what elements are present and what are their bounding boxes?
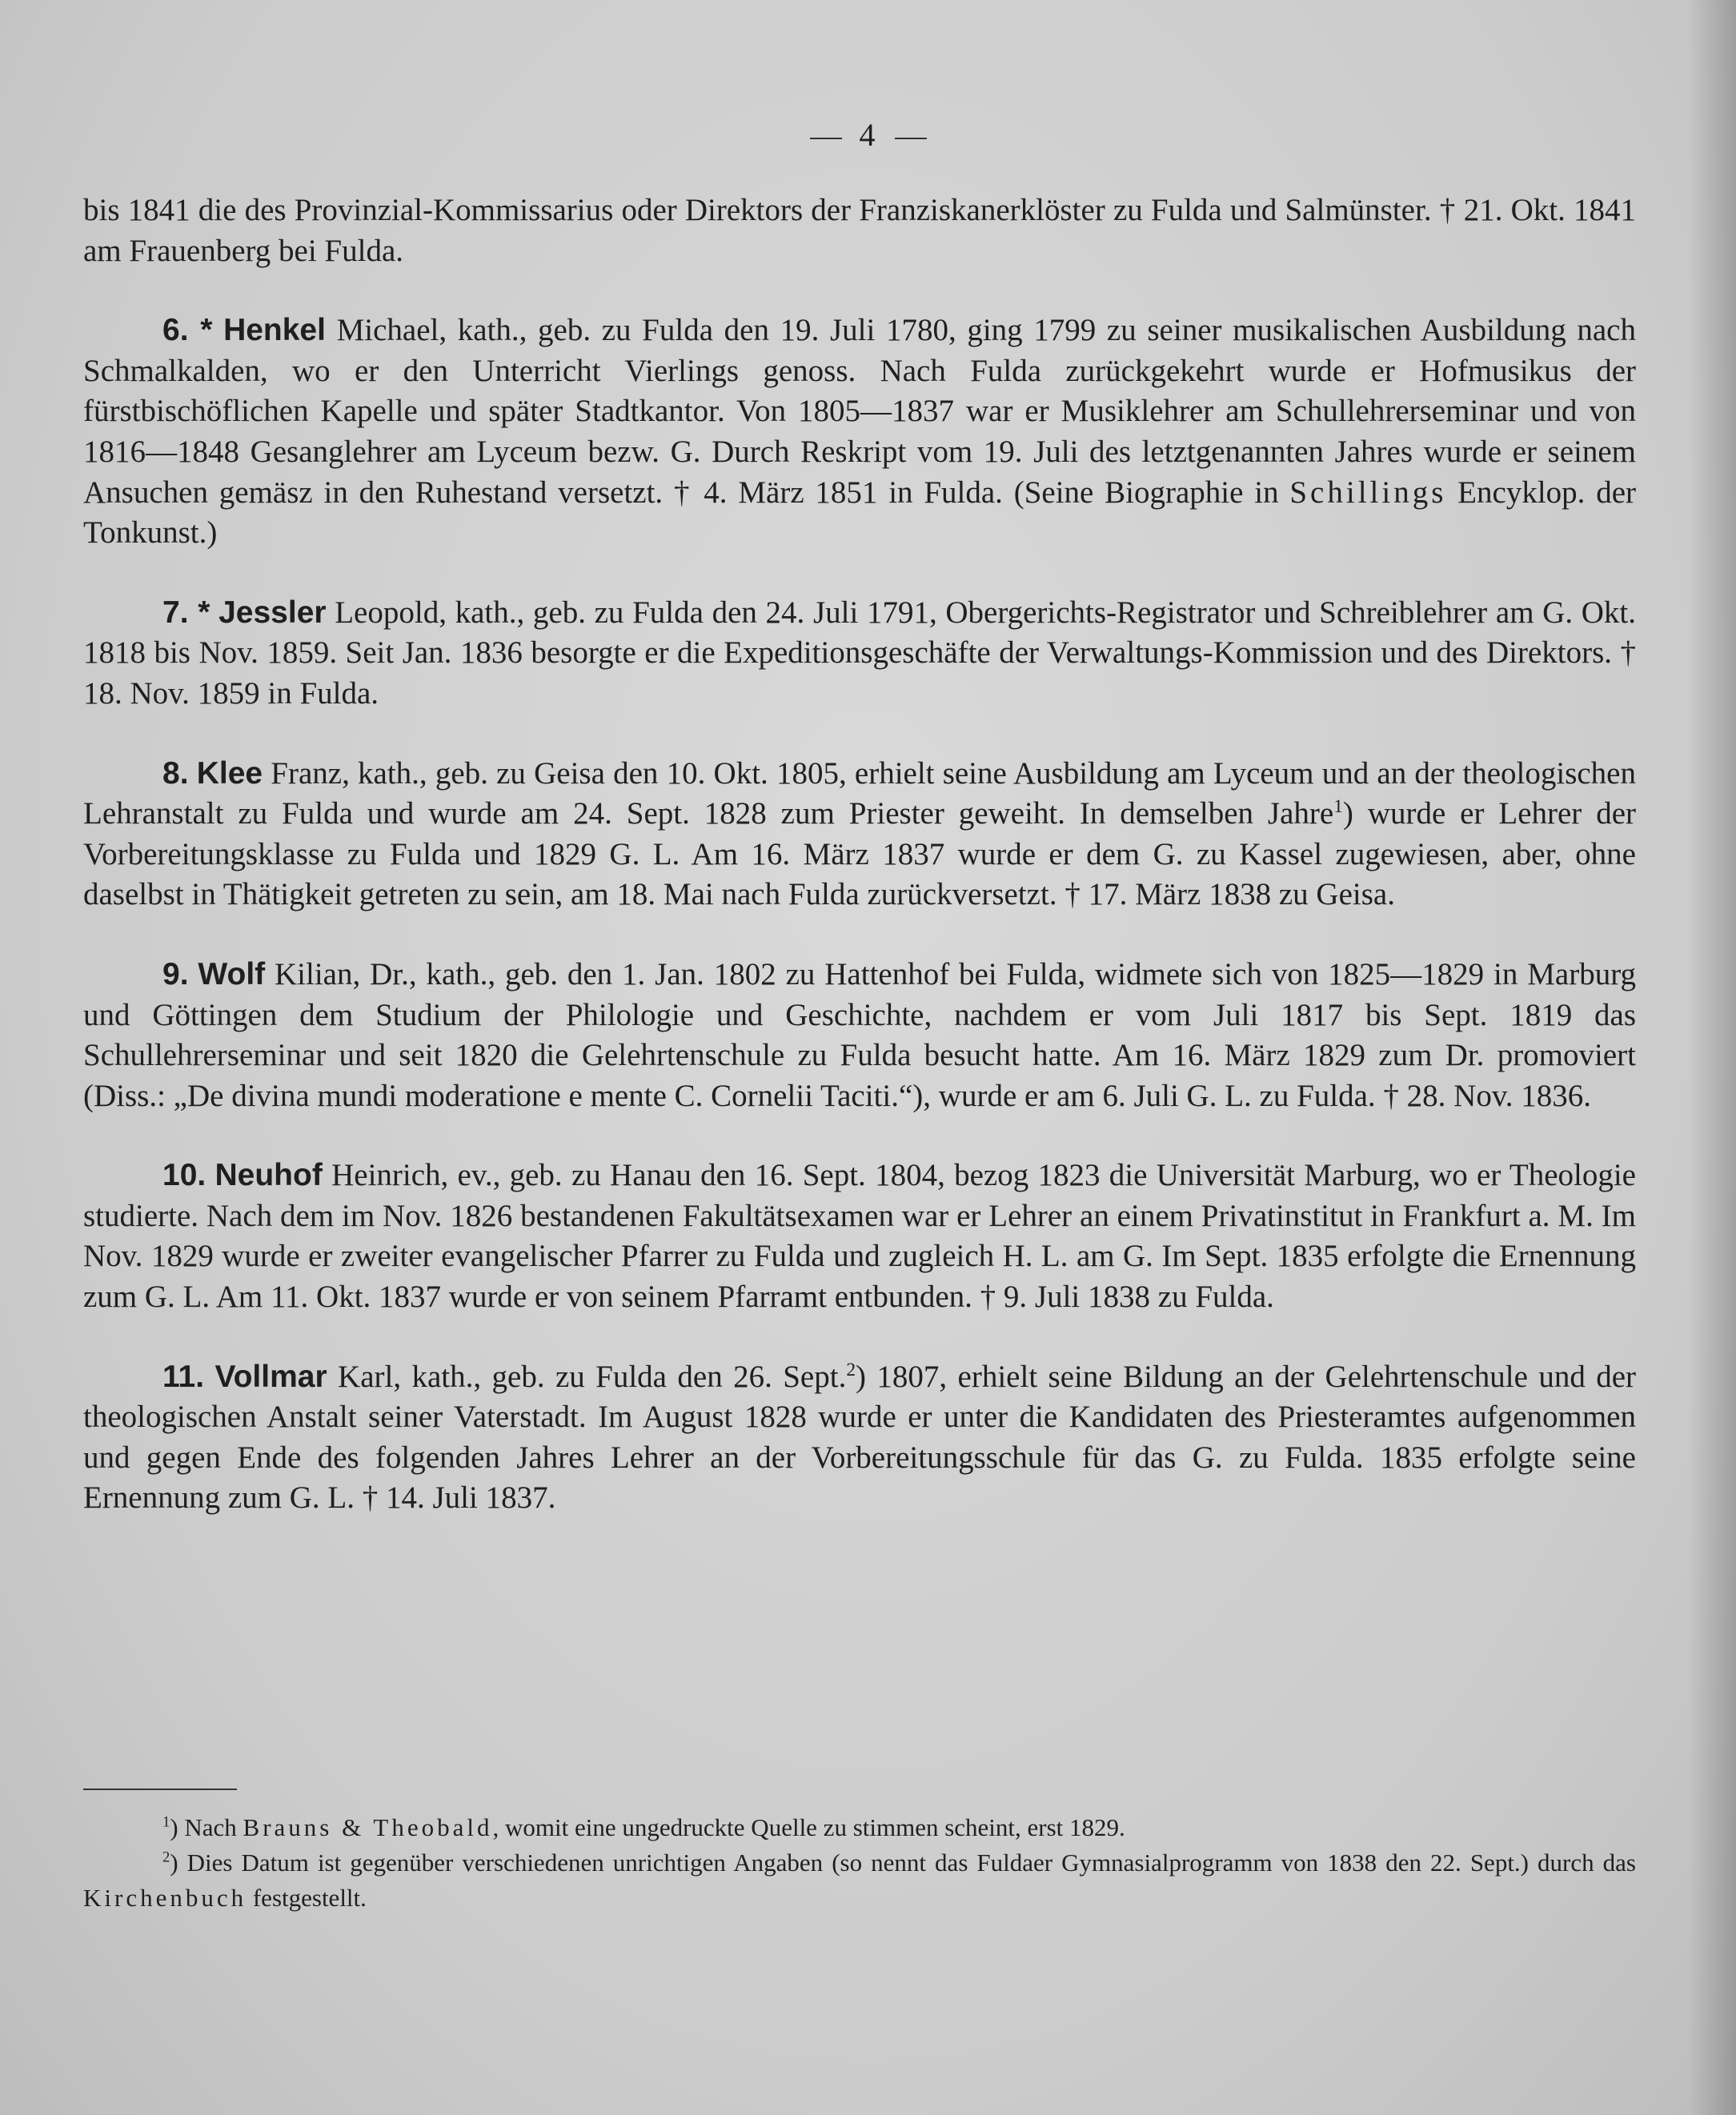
footnote-mark: 1 bbox=[1333, 796, 1343, 818]
entry-text: Franz, kath., geb. zu Geisa den 10. Okt. 1805, erhielt seine Ausbildung am Lyceum und an der theologischen Lehranstalt zu Fulda und wurde am 24. Sept. 1828 zum Priester geweiht. In demselben Jahre bbox=[83, 755, 1636, 831]
footnote-2 bbox=[83, 1845, 1636, 1916]
footnote-mark: 2 bbox=[846, 1359, 856, 1380]
entry-8 bbox=[83, 754, 1636, 915]
entry-surname: Vollmar bbox=[214, 1359, 327, 1394]
footnote-number: 2 bbox=[162, 1849, 170, 1866]
footnote-spaced-name: Kirchenbuch bbox=[83, 1884, 247, 1912]
entry-10 bbox=[83, 1156, 1636, 1317]
dash-left bbox=[810, 138, 842, 139]
entry-number: 6. * bbox=[162, 313, 213, 348]
entry-surname: Neuhof bbox=[214, 1158, 323, 1193]
footnote-text: ) Dies Datum ist gegenüber verschiedenen unrichtigen Angaben (so nennt das Fuldaer Gymnasialprogramm von 1838 den 22. Sept.) durch das bbox=[170, 1849, 1636, 1877]
entry-7 bbox=[83, 593, 1636, 715]
footnote-number: 1 bbox=[162, 1813, 170, 1831]
main-text bbox=[83, 190, 1636, 1519]
entry-text: Karl, kath., geb. zu Fulda den 26. Sept. bbox=[327, 1359, 847, 1394]
footnote-text-end: festgestellt. bbox=[247, 1884, 367, 1912]
entry-text: Leopold, kath., geb. zu Fulda den 24. Juli 1791, Obergerichts-Registrator und Schreiblehrer am G. Okt. 1818 bis Nov. 1859. Seit Jan. 1836 besorgte er die Expeditionsgeschäfte der Verwaltungs-Kommission und des Direktors. † 18. Nov. 1859 in Fulda. bbox=[83, 595, 1636, 711]
entry-text-end: ) wurde er Lehrer der Vorbereitungsklasse zu Fulda und 1829 G. L. Am 16. März 1837 wurde er dem G. zu Kassel zugewiesen, aber, ohne daselbst in Thätigkeit getreten zu sein, am 18. Mai nach Fulda zurückversetzt. † 17. März 1838 zu Geisa. bbox=[83, 796, 1637, 912]
intro-paragraph: bis 1841 die des Provinzial-Kommissarius oder Direktors der Franziskanerklöster zu Fulda und Salmünster. † 21. Okt. 1841 am Frauenberg bei Fulda. bbox=[83, 193, 1636, 268]
entry-text: Heinrich, ev., geb. zu Hanau den 16. Sept. 1804, bezog 1823 die Universität Marburg, wo er Theologie studierte. Nach dem im Nov. 1826 bestandenen Fakultätsexamen war er Lehrer an einem Privatinstitut in Frankfurt a. M. Im Nov. 1829 wurde er zweiter evangelischer Pfarrer zu Fulda und zugleich H. L. am G. Im Sept. 1835 erfolgte die Ernennung zum G. L. Am 11. Okt. 1837 wurde er von seinem Pfarramt entbunden. † 9. Juli 1838 zu Fulda. bbox=[83, 1158, 1636, 1315]
entry-11 bbox=[83, 1357, 1636, 1519]
entry-spaced-name: Schillings bbox=[1289, 475, 1447, 510]
entry-text-end: Encyklop. der Tonkunst.) bbox=[83, 475, 1636, 551]
entry-number: 9. bbox=[162, 956, 189, 991]
entry-surname: Klee bbox=[196, 755, 263, 791]
entry-surname: Jessler bbox=[219, 595, 327, 630]
footnotes bbox=[83, 1810, 1636, 1916]
entry-number: 10. bbox=[162, 1158, 206, 1193]
entry-number: 7. * bbox=[162, 595, 210, 630]
entry-number: 11. bbox=[162, 1359, 205, 1394]
entry-surname: Henkel bbox=[223, 313, 326, 348]
entry-text-end: ) 1807, erhielt seine Bildung an der Gelehrtenschule und der theologischen Anstalt seiner Vaterstadt. Im August 1828 wurde er unter die Kandidaten des Priesteramtes aufgenommen und gegen Ende des folgenden Jahres Lehrer an der Vorbereitungsschule für das G. zu Fulda. 1835 erfolgte seine Ernennung zum G. L. † 14. Juli 1837. bbox=[83, 1359, 1637, 1516]
page-number-text: 4 bbox=[859, 117, 877, 153]
page-edge-shadow bbox=[1688, 0, 1736, 2115]
dash-right bbox=[895, 138, 927, 139]
footnote-divider bbox=[83, 1789, 237, 1790]
entry-9 bbox=[83, 955, 1636, 1116]
entry-text: Michael, kath., geb. zu Fulda den 19. Juli 1780, ging 1799 zu seiner musikalischen Ausbildung nach Schmalkalden, wo er den Unterricht Vierlings genoss. Nach Fulda zurückgekehrt wurde er Hofmusikus der fürstbischöflichen Kapelle und später Stadtkantor. Von 1805—1837 war er Musiklehrer am Schullehrerseminar und von 1816—1848 Gesanglehrer am Lyceum bezw. G. Durch Reskript vom 19. Juli des letztgenannten Jahres wurde er seinem Ansuchen gemäsz in den Ruhestand versetzt. † 4. März 1851 in Fulda. (Seine Biographie in bbox=[83, 313, 1636, 510]
entry-surname: Wolf bbox=[198, 956, 266, 991]
entry-number: 8. bbox=[162, 755, 189, 791]
footnote-1 bbox=[83, 1810, 1636, 1845]
footnote-text-end: , womit eine ungedruckte Quelle zu stimmen scheint, erst 1829. bbox=[492, 1813, 1125, 1841]
footnote-spaced-name: Brauns & Theobald bbox=[243, 1813, 493, 1841]
entry-6 bbox=[83, 310, 1636, 554]
entry-text: Kilian, Dr., kath., geb. den 1. Jan. 1802 zu Hattenhof bei Fulda, widmete sich von 1825—1829 in Marburg und Göttingen dem Studium der Philologie und Geschichte, nachdem er vom Juli 1817 bis Sept. 1819 das Schullehrerseminar und seit 1820 die Gelehrtenschule zu Fulda besucht hatte. Am 16. März 1829 zum Dr. promoviert (Diss.: „De divina mundi moderatione e mente C. Cornelii Taciti.“), wurde er am 6. Juli G. L. zu Fulda. † 28. Nov. 1836. bbox=[83, 956, 1636, 1113]
footnote-text: ) Nach bbox=[170, 1813, 243, 1841]
page-number bbox=[0, 116, 1736, 154]
